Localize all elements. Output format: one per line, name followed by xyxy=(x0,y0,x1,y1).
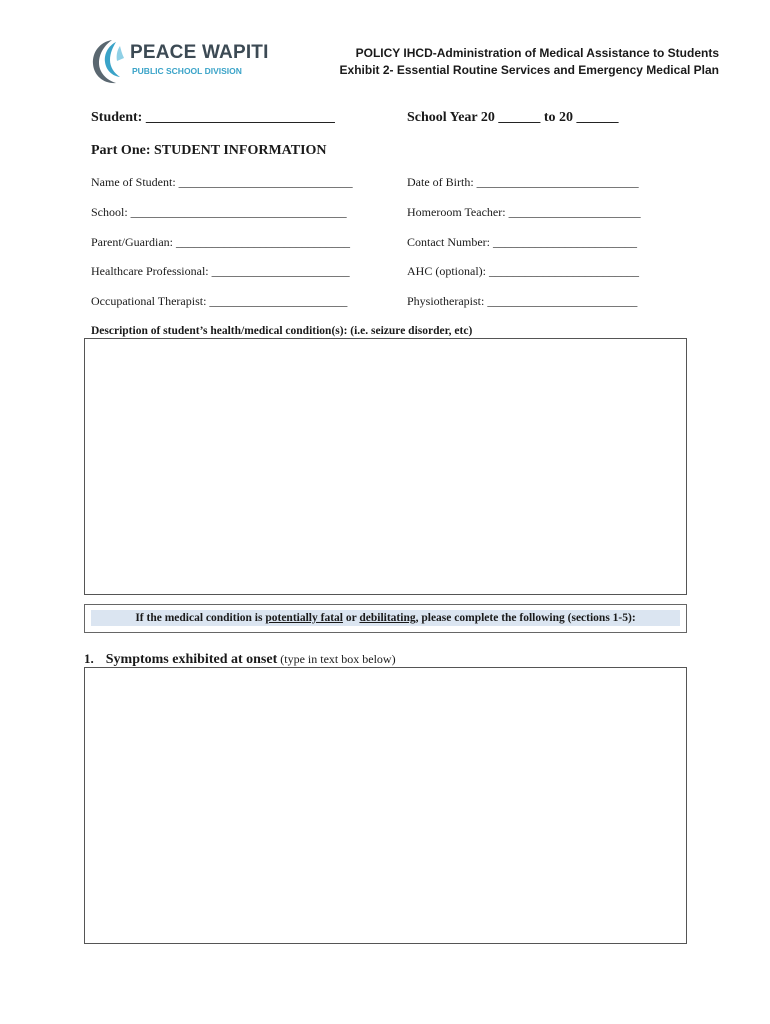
banner-potentially-fatal: potentially fatal xyxy=(265,612,343,624)
banner-text-before: If the medical condition is xyxy=(135,612,266,624)
date-of-birth-field[interactable]: Date of Birth: ___________________________ xyxy=(407,175,639,189)
exhibit-title: Exhibit 2- Essential Routine Services and Emergency Medical Plan xyxy=(339,63,719,77)
section-1-heading xyxy=(84,650,396,668)
banner-or: or xyxy=(342,612,360,624)
division-logo xyxy=(90,36,269,88)
description-label: Description of student’s health/medical condition(s): (i.e. seizure disorder, etc) xyxy=(91,325,473,337)
parent-guardian-field[interactable]: Parent/Guardian: _____________________________ xyxy=(91,235,350,249)
contact-number-field[interactable]: Contact Number: ________________________ xyxy=(407,235,637,249)
banner-text-after: , please complete the following (sections 1-5): xyxy=(415,612,636,624)
section-1-title: Symptoms exhibited at onset xyxy=(105,652,278,667)
banner-debilitating: debilitating xyxy=(359,612,416,624)
banner-text xyxy=(91,610,680,626)
ahc-field[interactable]: AHC (optional): _________________________ xyxy=(407,264,639,278)
section-1-number: 1. xyxy=(84,651,94,666)
section-1-hint: (type in text box below) xyxy=(277,652,396,666)
occupational-therapist-field[interactable]: Occupational Therapist: _______________________ xyxy=(91,294,348,308)
description-text-box[interactable] xyxy=(84,338,687,595)
school-year-field[interactable]: School Year 20 ______ to 20 ______ xyxy=(407,110,619,125)
logo-mark-icon xyxy=(90,36,130,86)
policy-heading xyxy=(340,45,719,79)
physiotherapist-field[interactable]: Physiotherapist: _________________________ xyxy=(407,294,638,308)
conditional-instructions-banner xyxy=(84,604,687,633)
part-one-heading: Part One: STUDENT INFORMATION xyxy=(91,143,327,158)
logo-name: PEACE WAPITI xyxy=(130,42,269,63)
student-field[interactable]: Student: ___________________________ xyxy=(91,110,335,125)
healthcare-professional-field[interactable]: Healthcare Professional: _______________________ xyxy=(91,264,350,278)
homeroom-teacher-field[interactable]: Homeroom Teacher: ______________________ xyxy=(407,205,641,219)
symptoms-text-box[interactable] xyxy=(84,667,687,944)
logo-subtitle: PUBLIC SCHOOL DIVISION xyxy=(132,66,242,76)
policy-title: POLICY IHCD-Administration of Medical Assistance to Students xyxy=(355,46,719,60)
name-of-student-field[interactable]: Name of Student: _____________________________ xyxy=(91,175,353,189)
school-field[interactable]: School: ____________________________________ xyxy=(91,205,347,219)
